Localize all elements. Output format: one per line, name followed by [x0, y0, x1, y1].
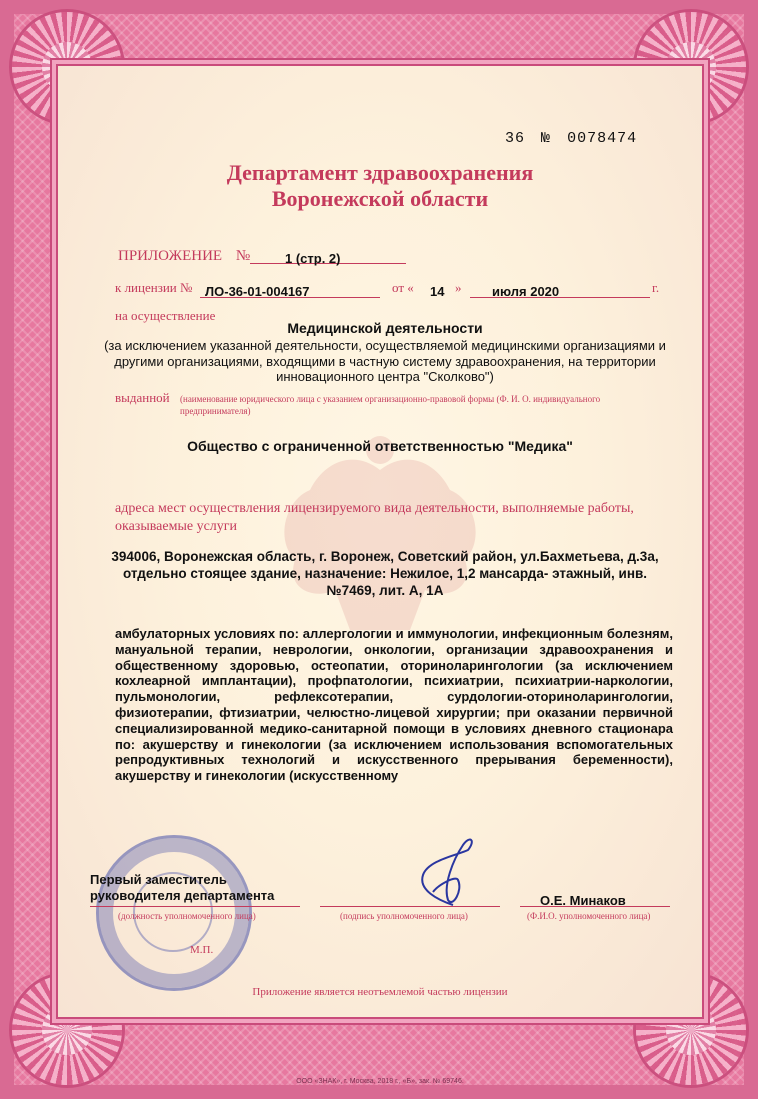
- position-underline: [90, 906, 300, 907]
- appendix-label: [118, 248, 250, 265]
- signer-name: О.Е. Минаков: [540, 893, 626, 908]
- appendix-number-sign: №: [235, 248, 251, 264]
- signer-position-line1: Первый заместитель: [90, 872, 227, 887]
- name-underline: [520, 906, 670, 907]
- department-title: [120, 160, 640, 212]
- license-number: ЛО-36-01-004167: [205, 284, 310, 299]
- license-prefix: к лицензии №: [115, 280, 193, 295]
- printer-imprint: ООО «ЗНАК», г. Москва, 2018 г., «Б», зак. № 69746.: [296, 1078, 464, 1085]
- handwritten-signature-icon: [398, 830, 488, 915]
- position-hint: (должность уполномоченного лица): [118, 911, 256, 921]
- license-date-prefix: от «: [392, 280, 414, 295]
- license-date-mid: »: [455, 280, 462, 295]
- services-text: амбулаторных условиях по: аллергологии и иммунологии, инфекционным болезням, мануальной терапии, неврологии, онкологии, организации здравоохранения и общественному здоровью, остеопатии, оториноларингологии (за исключением кохлеарной имплантации), профпатологии, психиатрии, психиатрии-наркологии, пульмонологии, рефлексотерапии, сурдологии-оториноларингологии, физиотерапии, фтизиатрии, челюстно-лицевой хирургии; при оказании первичной специализированной медико-санитарной помощи в условиях дневного стационара по: акушерству и гинекологии (за исключением использования вспомогательных репродуктивных технологий и искусственного прерывания беременности), акушерству и гинекологии (искусственному: [115, 626, 673, 784]
- name-hint: (Ф.И.О. уполномоченного лица): [527, 911, 651, 921]
- appendix-word: ПРИЛОЖЕНИЕ: [118, 248, 223, 264]
- issued-label: выданной: [115, 390, 170, 405]
- department-line2: Воронежской области: [271, 186, 489, 211]
- license-month-year: июля 2020: [492, 284, 560, 299]
- serial-number-sign: №: [541, 130, 552, 147]
- serial-number: [505, 130, 637, 147]
- signer-position: [90, 872, 274, 904]
- activity-note: (за исключением указанной деятельности, осуществляемой медицинскими организациями и другими организациями, входящими в частную систему здравоохранения, на территории инновационного центра "Сколково"): [104, 338, 666, 384]
- addresses-label: адреса мест осуществления лицензируемого вида деятельности, выполняемые работы, оказываемые услуги: [115, 501, 634, 534]
- license-day: 14: [430, 284, 445, 299]
- serial-number-value: 0078474: [567, 130, 638, 147]
- signature-hint: (подпись уполномоченного лица): [340, 911, 468, 921]
- serial-series: 36: [505, 130, 526, 147]
- footer-note: Приложение является неотъемлемой частью лицензии: [252, 986, 508, 998]
- activity-label: на осуществление: [115, 308, 216, 323]
- department-line1: Департамент здравоохранения: [226, 160, 534, 185]
- signer-position-line2: руководителя департамента: [90, 888, 275, 903]
- activity-title: Медицинской деятельности: [287, 320, 483, 336]
- organization-name: Общество с ограниченной ответственностью "Медика": [187, 438, 573, 454]
- signature-underline: [320, 906, 500, 907]
- issued-hint: (наименование юридического лица с указанием организационно-правовой формы (Ф. И. О. индивидуального предпринимателя): [180, 394, 601, 416]
- license-year-suffix: г.: [652, 280, 660, 295]
- addresses-value: 394006, Воронежская область, г. Воронеж, Советский район, ул.Бахметьева, д.3а, отдельно стоящее здание, назначение: Нежилое, 1,2 мансарда- этажный, инв. №7469, лит. А, 1А: [111, 549, 659, 598]
- seal-place-label: М.П.: [190, 944, 214, 956]
- appendix-value: 1 (стр. 2): [285, 251, 341, 266]
